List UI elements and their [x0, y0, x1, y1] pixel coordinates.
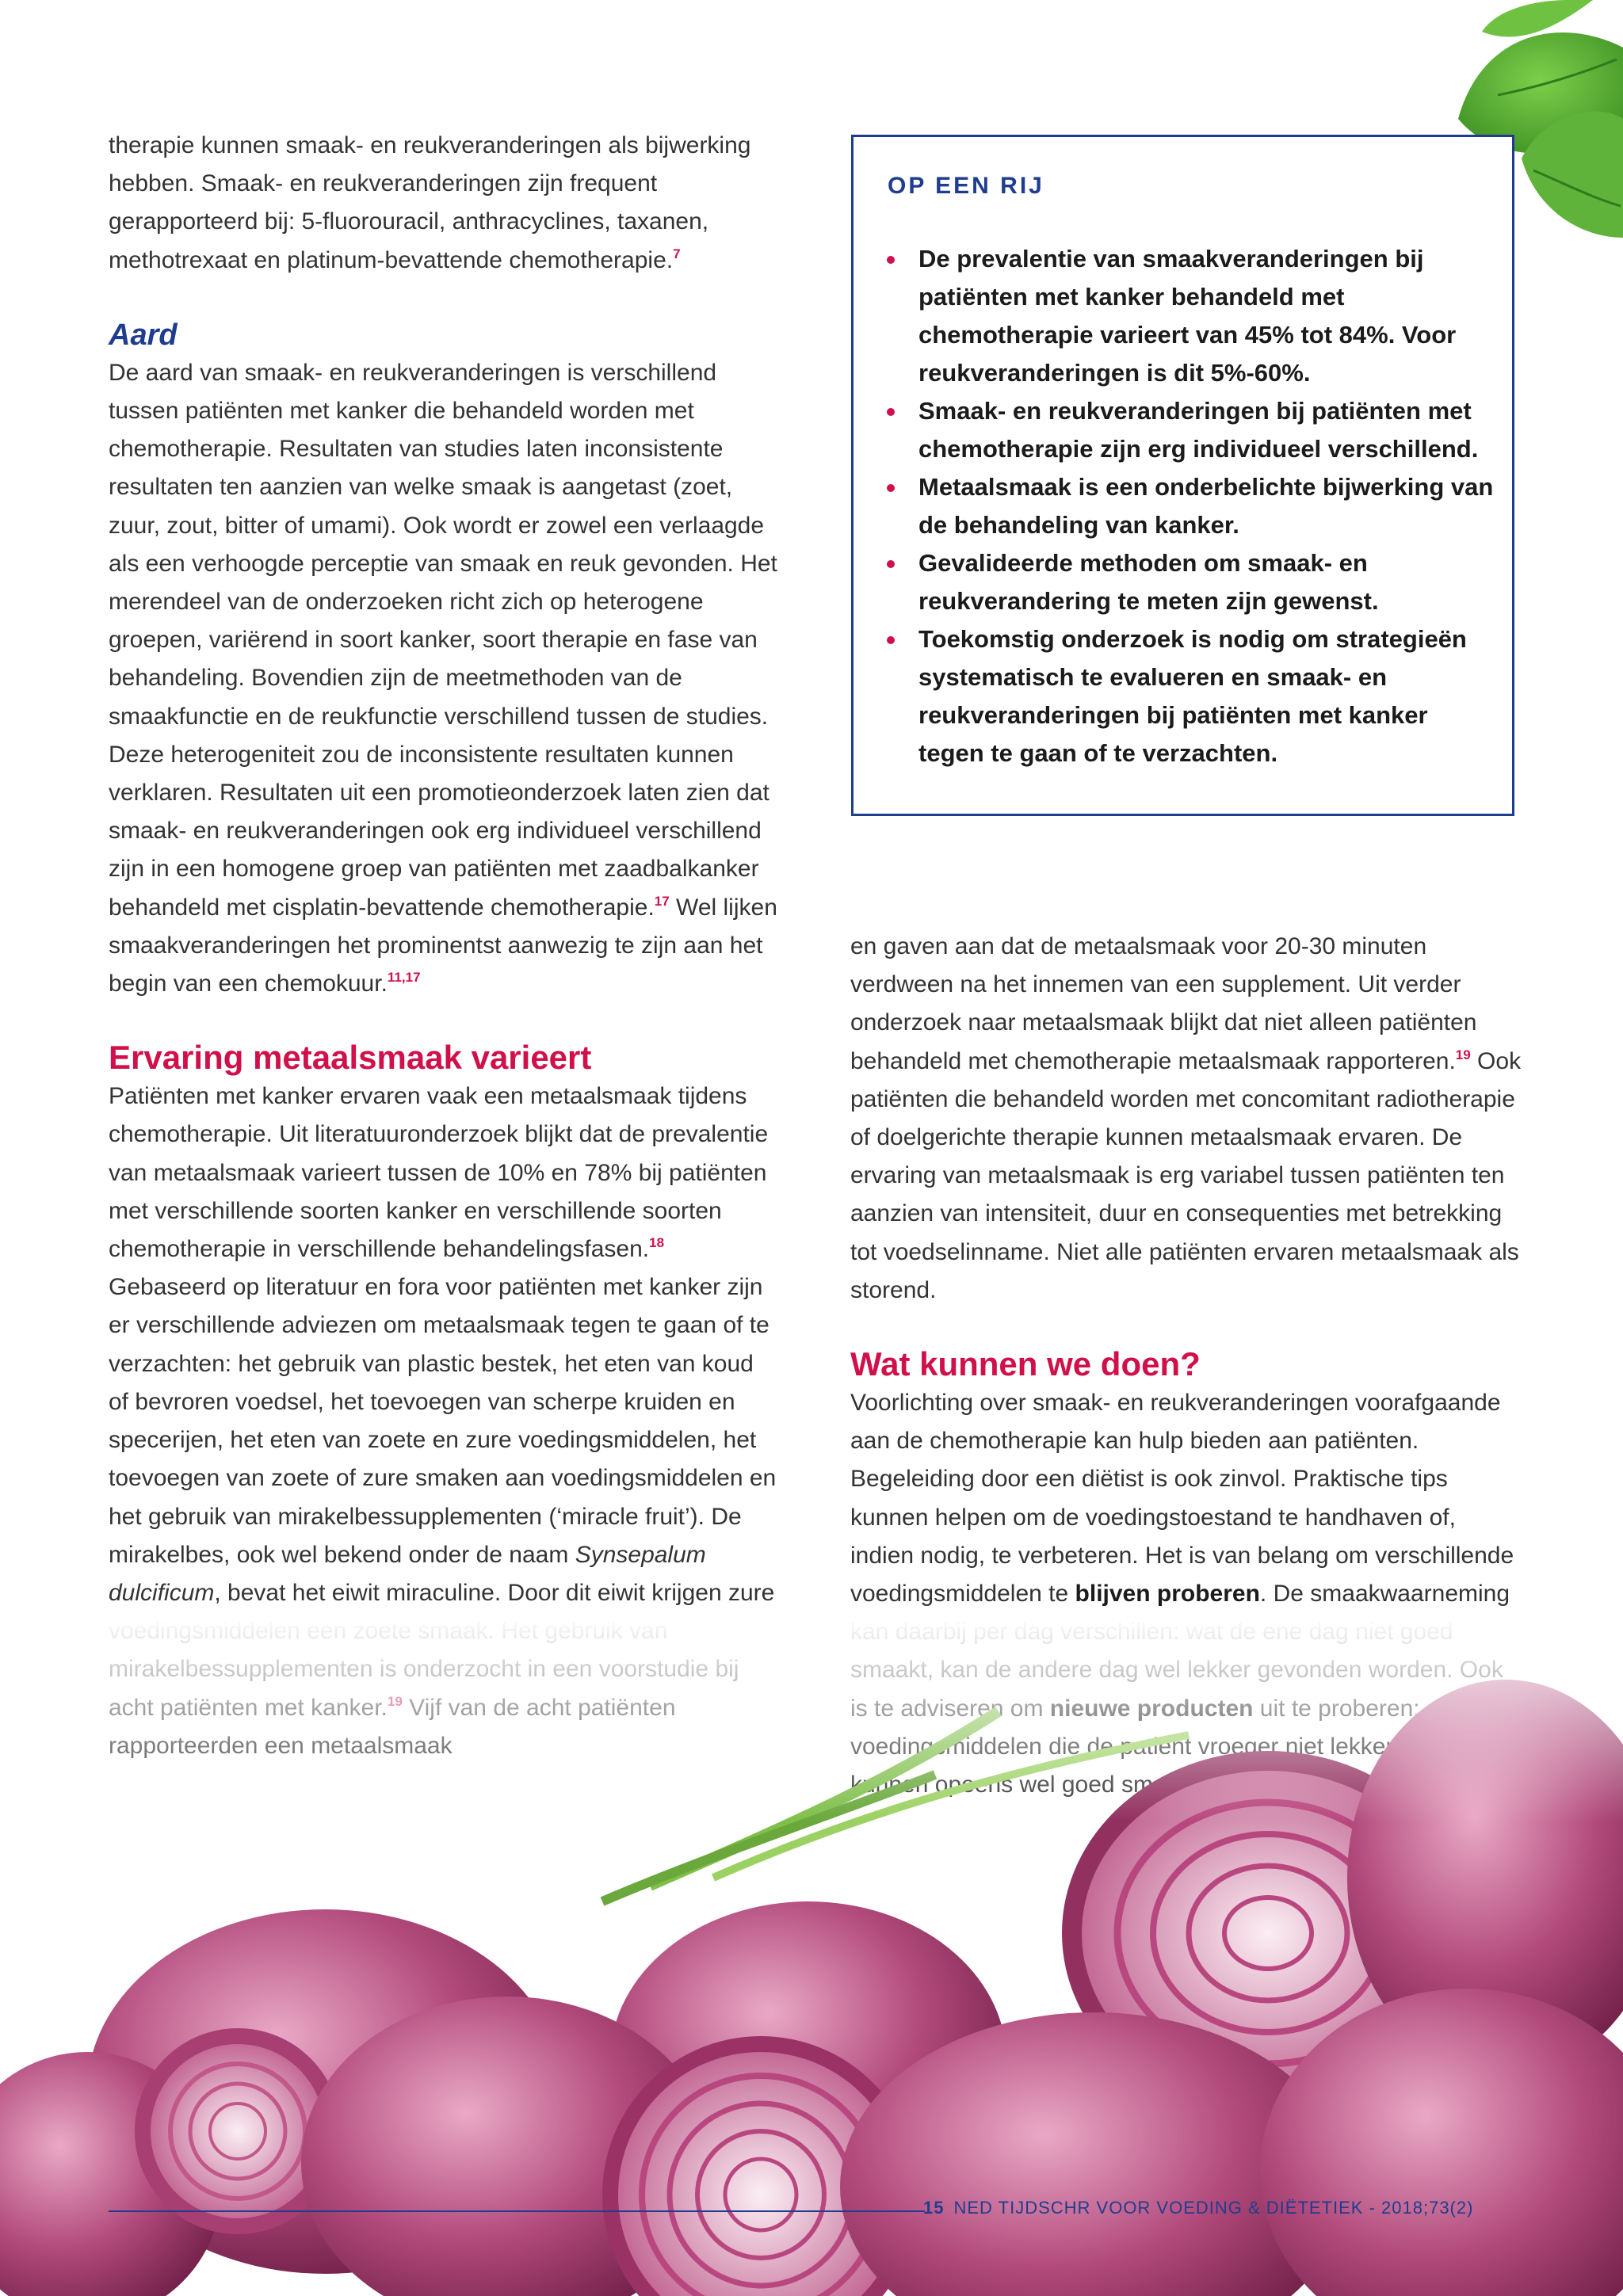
journal-citation: NED TIJDSCHR VOOR VOEDING & DIËTETIEK - 2018;73(2) — [953, 2198, 1474, 2218]
heading-wat-kunnen-we-doen: Wat kunnen we doen? — [850, 1345, 1201, 1383]
summary-item: Gevalideerde methoden om smaak- en reukverandering te meten zijn gewenst. — [885, 544, 1495, 620]
intro-paragraph: therapie kunnen smaak- en reukveranderingen als bijwerking hebben. Smaak- en reukveranderingen zijn frequent gerapporteerd bij: 5-fluorouracil, anthracyclines, taxanen, methotrexaat en platinum-bevattende chemotherapie.$^7$ — [109, 132, 751, 273]
heading-ervaring: Ervaring metaalsmaak varieert — [109, 1039, 592, 1077]
ervaring-paragraph: Patiënten met kanker ervaren vaak een metaalsmaak tijdens chemotherapie. Uit literatuuronderzoek blijkt dat de prevalentie van metaalsmaak varieert tussen de 10% en 78% bij patiënten met verschillende soorten kanker en verschillende soorten chemotherapie in verschillende behandelingsfasen.$^{18}$ Gebaseerd op literatuur en fora voor patiënten met kanker zijn er verschillende adviezen om metaalsmaak tegen te gaan of te verzachten: het gebruik van plastic bestek, het eten van koud of bevroren voedsel, het toevoegen van scherpe kruiden en specerijen, het eten van zoete en zure voedingsmiddelen, het toevoegen van zoete of zure smaken aan voedingsmiddelen en het gebruik van mirakelbessupplementen (‘miracle fruit’). De mirakelbes, ook wel bekend onder de naam Synsepalum dulcificum, bevat het eiwit miraculine. Door dit eiwit krijgen zure — [109, 1077, 779, 1765]
red-onions-image — [0, 1616, 1623, 2296]
footer-rule — [109, 2210, 925, 2212]
reference-marker: 19 — [1455, 1047, 1471, 1062]
emphasis-text: blijven proberen — [1075, 1581, 1260, 1608]
continued-paragraph: en gaven aan dat de metaalsmaak voor 20-30 minuten verdween na het innemen van een supplement. Uit verder onderzoek naar metaalsmaak blijkt dat niet alleen patiënten behandeld met chemotherapie metaalsmaak rapporteren.$^{19}$ Ook patiënten die behandeld worden met concomitant radiotherapie of doelgerichte therapie kunnen metaalsmaak ervaren. De ervaring van metaalsmaak is erg variabel tussen patiënten ten aanzien van intensiteit, duur en consequenties met betrekking tot voedselinname. Niet alle patiënten ervaren metaalsmaak als storend. — [850, 933, 1522, 1303]
summary-list — [885, 240, 1495, 772]
summary-box-title: OP EEN RIJ — [888, 173, 1044, 199]
aard-paragraph: De aard van smaak- en reukveranderingen is verschillend tussen patiënten met kanker die behandeld worden met chemotherapie. Resultaten van studies laten inconsistente resultaten ten aanzien van welke smaak is aangetast (zoet, zuur, zout, bitter of umami). Ook wordt er zowel een verlaagde als een verhoogde perceptie van smaak en reuk gevonden. Het merendeel van de onderzoeken richt zich op heterogene groepen, variërend in soort kanker, soort therapie en fase van behandeling. Bovendien zijn de meetmethoden van de smaakfunctie en de reukfunctie verschillend tussen de studies. Deze heterogeniteit zou de inconsistente resultaten kunnen verklaren. Resultaten uit een promotieonderzoek laten zien dat smaak- en reukveranderingen ook erg individueel verschillend zijn in een homogene groep van patiënten met zaadbalkanker behandeld met cisplatin-bevattende chemotherapie.$^{17}$ Wel lijken smaakveranderingen het prominentst aanwezig te zijn aan het begin van een chemokuur.$^{11,17}$ — [109, 359, 777, 997]
summary-box — [851, 135, 1514, 816]
reference-marker: 17 — [654, 893, 670, 909]
summary-item: Toekomstig onderzoek is nodig om strategieën systematisch te evalueren en smaak- en reukveranderingen bij patiënten met kanker tegen te gaan of te verzachten. — [885, 620, 1495, 772]
species-name: Synsepalum dulcificum — [109, 1541, 706, 1606]
page-number: 15 — [923, 2198, 945, 2218]
summary-item: Smaak- en reukveranderingen bij patiënten met chemotherapie zijn erg individueel verschillend. — [885, 392, 1495, 468]
page-footer — [923, 2198, 1473, 2218]
reference-marker: 7 — [673, 246, 681, 261]
reference-marker: 18 — [649, 1235, 665, 1251]
wat-paragraph: Voorlichting over smaak- en reukveranderingen voorafgaande aan de chemotherapie kan hulp bieden aan patiënten. Begeleiding door een diëtist is ook zinvol. Praktische tips kunnen helpen om de voedingstoestand te handhaven of, indien nodig, te verbeteren. Het is van belang om verschillende voedingsmiddelen te blijven proberen. De smaakwaarneming — [850, 1384, 1524, 1804]
summary-item: De prevalentie van smaakveranderingen bij patiënten met kanker behandeld met chemotherapie varieert van 45% tot 84%. Voor reukveranderingen is dit 5%-60%. — [885, 240, 1495, 392]
summary-item: Metaalsmaak is een onderbelichte bijwerking van de behandeling van kanker. — [885, 468, 1495, 544]
reference-marker: 11,17 — [387, 970, 421, 986]
heading-aard: Aard — [109, 318, 178, 352]
left-column — [109, 127, 779, 1765]
